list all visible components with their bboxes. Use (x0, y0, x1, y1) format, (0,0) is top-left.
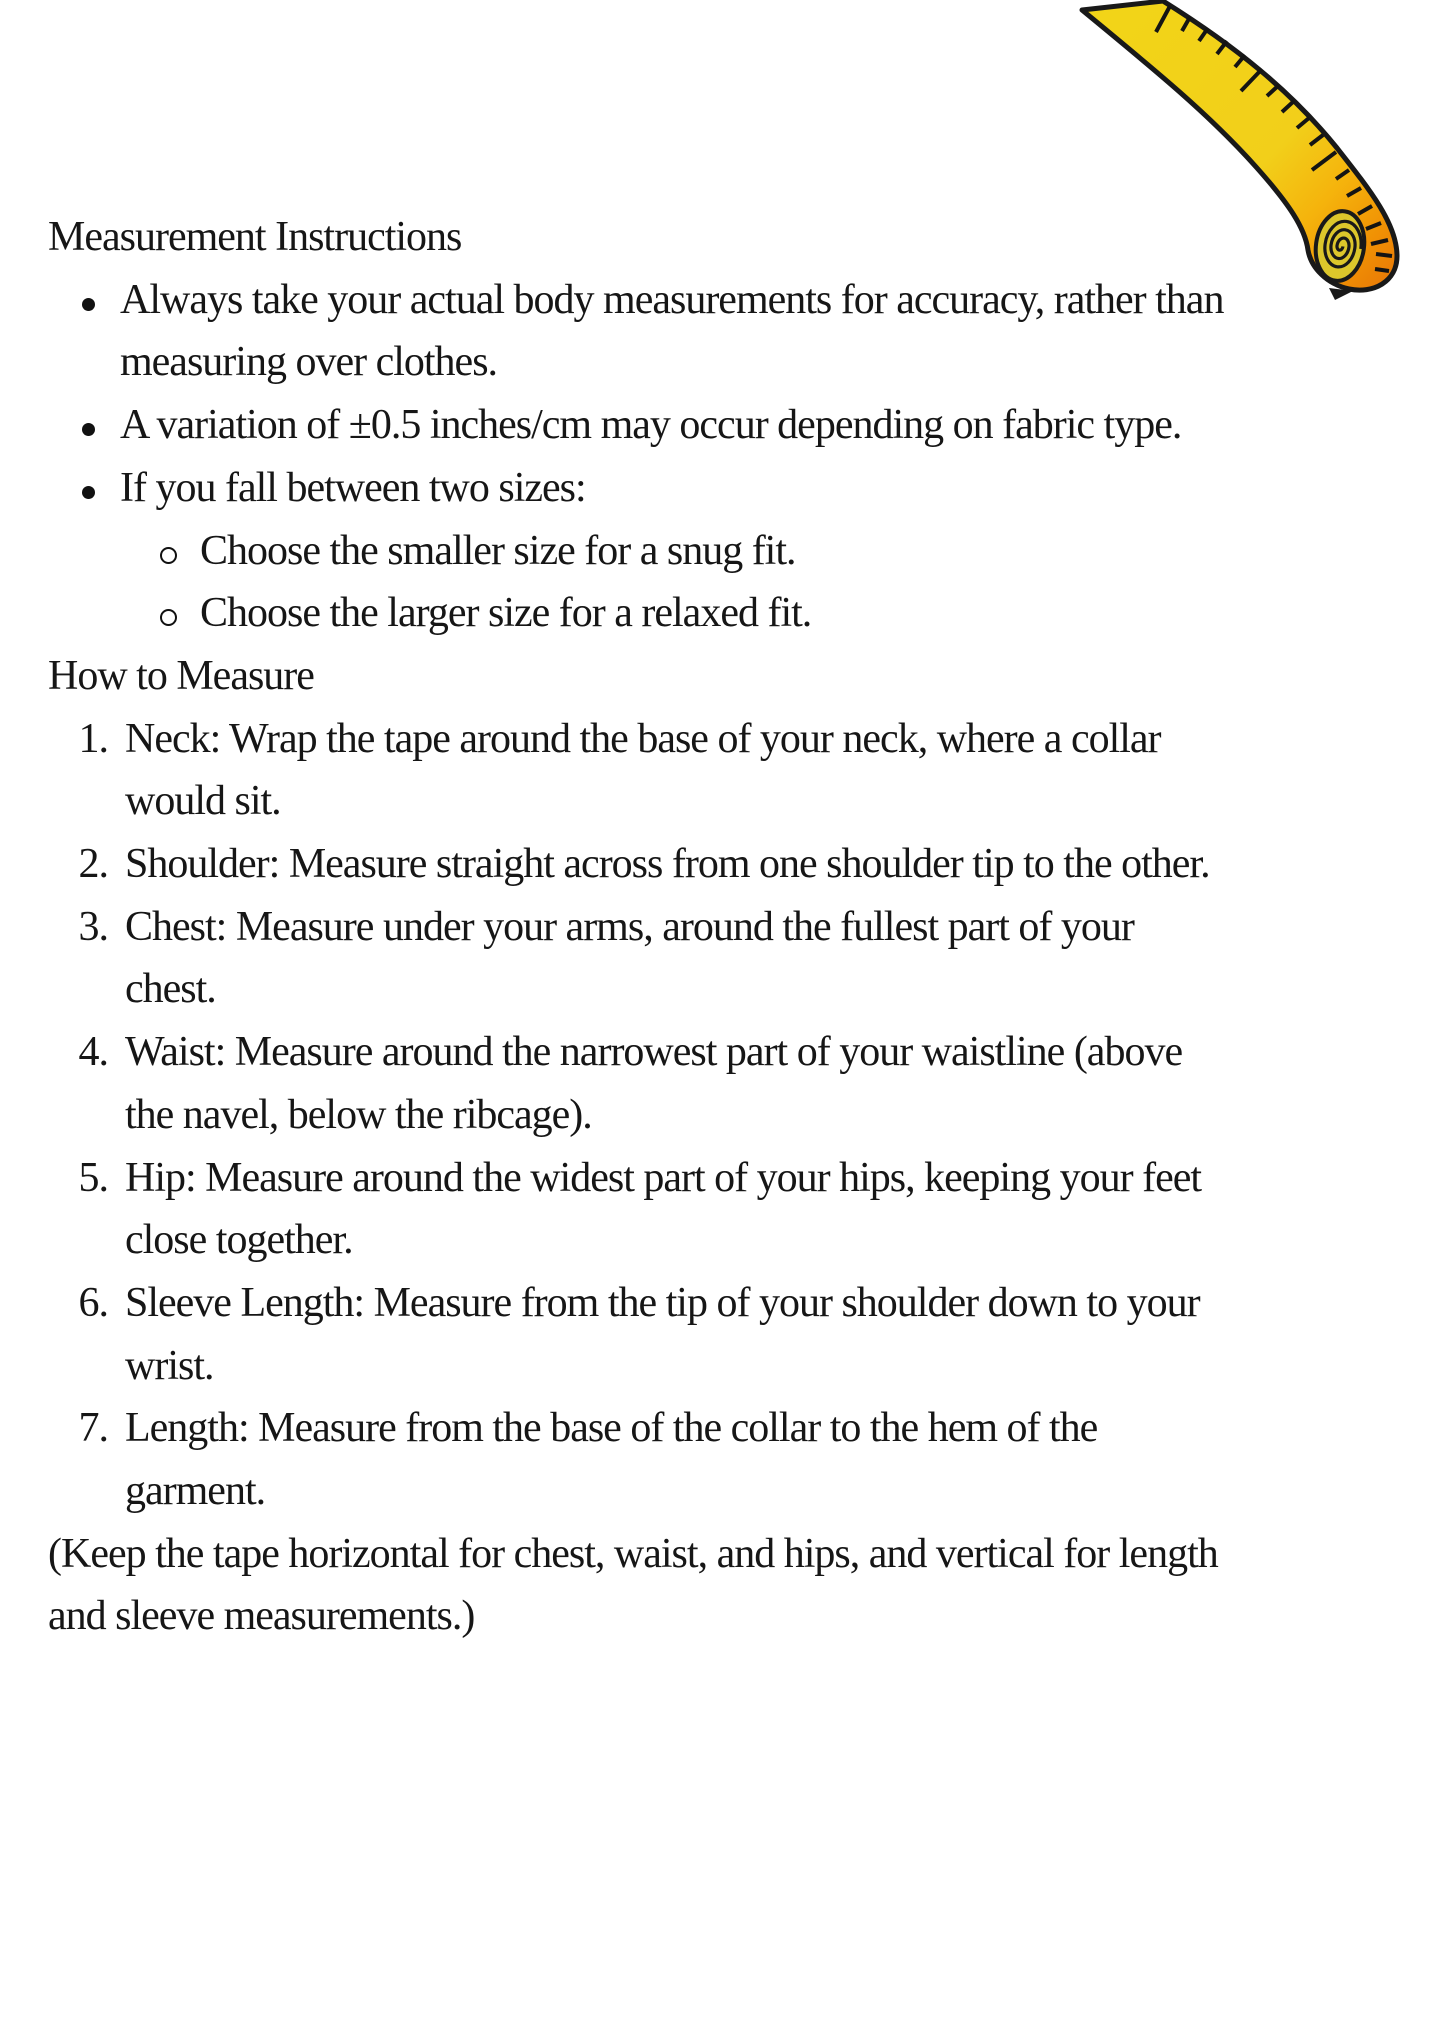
step-number: 3. (78, 903, 108, 950)
step-text-line: Length: Measure from the base of the collar to the hem of the (125, 1405, 1098, 1452)
step-text-line: chest. (125, 966, 216, 1013)
step-text-line: wrist. (125, 1342, 214, 1389)
step-number: 4. (78, 1029, 108, 1076)
bullet-text-line: A variation of ±0.5 inches/cm may occur depending on fabric type. (120, 402, 1182, 449)
circle-bullet-icon (160, 547, 177, 564)
bullet-icon (82, 423, 95, 436)
step-text-line: Sleeve Length: Measure from the tip of your shoulder down to your (125, 1279, 1200, 1326)
page-title: Measurement Instructions (48, 214, 462, 260)
bullet-text-line: measuring over clothes. (120, 339, 498, 386)
footnote-line: (Keep the tape horizontal for chest, waist, and hips, and vertical for length (48, 1530, 1218, 1577)
sub-bullet-text-line: Choose the larger size for a relaxed fit. (200, 590, 812, 637)
sub-list-item (120, 520, 1445, 583)
sub-bullet-text-line: Choose the smaller size for a snug fit. (200, 527, 796, 574)
list-item (48, 394, 1445, 457)
numbered-step (48, 1021, 1445, 1146)
step-text-line: Neck: Wrap the tape around the base of your neck, where a collar (125, 715, 1161, 762)
step-number: 5. (78, 1154, 108, 1201)
step-text-line: Chest: Measure under your arms, around the fullest part of your (125, 903, 1134, 950)
step-text-line: garment. (125, 1468, 266, 1515)
step-text-line: Shoulder: Measure straight across from one shoulder tip to the other. (125, 841, 1210, 888)
step-number: 6. (78, 1279, 108, 1326)
step-text-line: Hip: Measure around the widest part of your hips, keeping your feet (125, 1154, 1202, 1201)
step-number: 1. (78, 715, 108, 762)
sub-list-item (120, 582, 1445, 645)
numbered-step (48, 1272, 1445, 1397)
bullet-icon (82, 298, 95, 311)
list-item (48, 457, 1445, 520)
numbered-step (48, 708, 1445, 833)
numbered-step (48, 1147, 1445, 1272)
measuring-tape-icon (1075, 0, 1425, 304)
step-number: 7. (78, 1405, 108, 1452)
footnote-line: and sleeve measurements.) (48, 1593, 475, 1640)
bullet-icon (82, 486, 95, 499)
numbered-step (48, 833, 1445, 896)
circle-bullet-icon (160, 609, 177, 626)
numbered-step (48, 1397, 1445, 1522)
step-text-line: the navel, below the ribcage). (125, 1091, 592, 1138)
step-text-line: close together. (125, 1217, 353, 1264)
measurement-instructions-document (48, 206, 1445, 1648)
bullet-text-line: Always take your actual body measurements for accuracy, rather than (120, 276, 1224, 323)
section-title: How to Measure (48, 652, 314, 699)
step-text-line: would sit. (125, 778, 281, 825)
numbered-step (48, 896, 1445, 1021)
bullet-text-line: If you fall between two sizes: (120, 464, 586, 511)
step-number: 2. (78, 841, 108, 888)
step-text-line: Waist: Measure around the narrowest part of your waistline (above (125, 1029, 1183, 1076)
